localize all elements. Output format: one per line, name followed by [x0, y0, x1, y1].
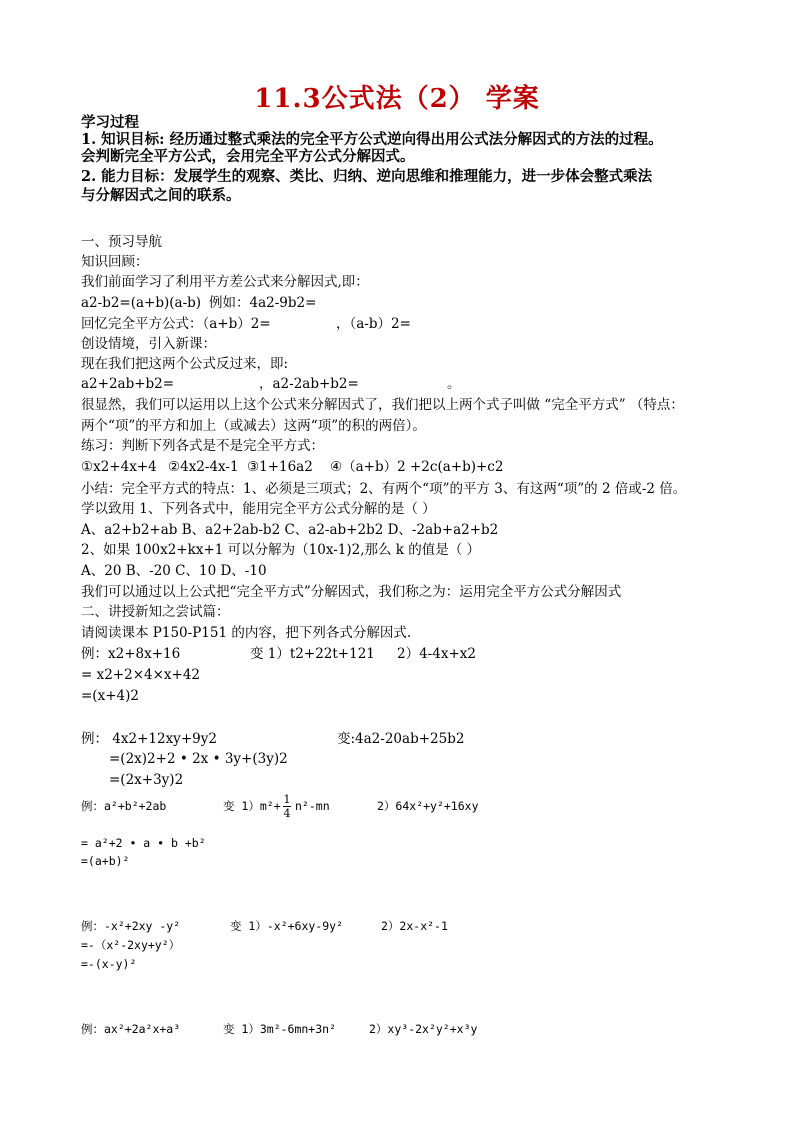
practice-item-2: ②4x2-4x-1: [168, 459, 239, 475]
practice-item-4: ④（a+b）2 +2c(a+b)+c2: [330, 459, 504, 475]
apply-question-1: 学以致用 1、下列各式中，能用完全平方公式分解的是（ ）: [81, 501, 436, 517]
example-2-step-1: =(2x)2+2 • 2x • 3y+(3y)2: [109, 751, 288, 767]
example-4-step-2: =-(x-y)²: [81, 957, 137, 971]
reading-instruction: 请阅读课本 P150-P151 的内容，把下列各式分解因式.: [81, 625, 412, 641]
example-1-variant-1: 变 1）t2+22t+121: [250, 646, 375, 662]
difference-of-squares-formula: a2-b2=(a+b)(a-b): [81, 295, 202, 311]
example-1-variant-2: 2）4-4x+x2: [397, 646, 476, 662]
reverse-intro: 现在我们把这两个公式反过来，即:: [81, 356, 289, 372]
knowledge-goal-line-1: 1. 知识目标: 经历通过整式乘法的完全平方公式逆向得出用公式法分解因式的方法的过程。: [81, 131, 663, 148]
recall-formula-difference: ，（a-b）2=: [336, 316, 411, 332]
summary-line: 小结：完全平方式的特点：1、必须是三项式；2、有两个“项”的平方 3、有这两“项”的 2 倍或-2 倍。: [81, 481, 687, 497]
section-1-heading: 一、预习导航: [81, 234, 162, 250]
example-3: 例：a²+b²+2ab: [81, 799, 167, 813]
reverse-formula-difference: ，a2-2ab+b2=: [259, 376, 359, 392]
practice-prompt: 练习：判断下列各式是不是完全平方式：: [81, 438, 324, 454]
practice-item-1: ①x2+4x+4: [81, 459, 157, 475]
example-3-variant-2: 2）64x²+y²+16xy: [377, 799, 479, 813]
example-4-step-1: =-（x²-2xy+y²）: [81, 938, 181, 952]
page-title: 11.3公式法（2） 学案: [254, 84, 540, 114]
example-2-step-2: =(2x+3y)2: [109, 772, 184, 788]
recall-formula-sum: 回忆完全平方公式：（a+b）2=: [81, 316, 271, 332]
example-5-variant-1: 变 1）3m²-6mn+3n²: [223, 1022, 337, 1036]
example-3-step-2: =(a+b)²: [81, 854, 130, 868]
formula-example: 例如：4a2-9b2=: [209, 295, 317, 311]
section-2-heading: 二、讲授新知之尝试篇：: [81, 604, 230, 620]
perfect-square-definition-line-2: 两个“项”的平方和加上（或减去）这两“项”的积的两倍）。: [81, 418, 426, 434]
example-4-variant-1: 变 1）-x²+6xy-9y²: [230, 919, 344, 933]
example-5: 例：ax²+2a²x+a³: [81, 1022, 181, 1036]
question-1-options: A、a2+b2+ab B、a2+2ab-b2 C、a2-ab+2b2 D、-2ab+a2+b2: [81, 522, 499, 538]
example-5-variant-2: 2）xy³-2x²y²+x³y: [369, 1022, 478, 1036]
ability-goal-line-1: 2. 能力目标：发展学生的观察、类比、归纳、逆向思维和推理能力，进一步体会整式乘法: [81, 168, 653, 185]
example-3-step-1: = a²+2 • a • b +b²: [81, 836, 206, 850]
knowledge-review-label: 知识回顾：: [81, 254, 149, 270]
example-1: 例：x2+8x+16: [81, 646, 181, 662]
learning-process-label: 学习过程: [81, 114, 139, 131]
practice-item-3: ③1+16a2: [247, 459, 313, 475]
fraction-denominator: 4: [283, 807, 291, 820]
knowledge-goal-line-2: 会判断完全平方公式，会用完全平方公式分解因式。: [81, 148, 415, 165]
example-3-variant-1-end: n²-mn: [295, 799, 330, 813]
scenario-label: 创设情境，引入新课：: [81, 336, 216, 352]
example-1-step-2: =(x+4)2: [81, 688, 139, 704]
question-2-options: A、20 B、-20 C、10 D、-10: [81, 563, 267, 579]
example-4-variant-2: 2）2x-x²-1: [381, 919, 448, 933]
apply-question-2: 2、如果 100x2+kx+1 可以分解为（10x-1)2,那么 k 的值是（ ）: [81, 542, 481, 558]
example-3-variant-1-start: 变 1）m²+: [223, 799, 281, 813]
example-2-variant: 变:4a2-20ab+25b2: [337, 731, 465, 747]
ability-goal-line-2: 与分解因式之间的联系。: [81, 187, 241, 204]
example-4: 例：-x²+2xy -y²: [81, 919, 181, 933]
review-intro: 我们前面学习了利用平方差公式来分解因式,即：: [81, 274, 369, 290]
example-1-step-1: = x2+2×4×x+42: [81, 667, 201, 683]
reverse-formula-sum: a2+2ab+b2=: [81, 376, 175, 392]
conclusion-line: 我们可以通过以上公式把“完全平方式”分解因式，我们称之为：运用完全平方公式分解因式: [81, 584, 622, 600]
one-quarter-fraction: [283, 794, 291, 819]
perfect-square-definition-line-1: 很显然，我们可以运用以上这个公式来分解因式了，我们把以上两个式子叫做 “完全平方式” （特点：: [81, 397, 684, 413]
example-2: 例： 4x2+12xy+9y2: [81, 731, 217, 747]
reverse-formula-end: 。: [447, 376, 461, 392]
fraction-numerator: 1: [283, 793, 291, 806]
